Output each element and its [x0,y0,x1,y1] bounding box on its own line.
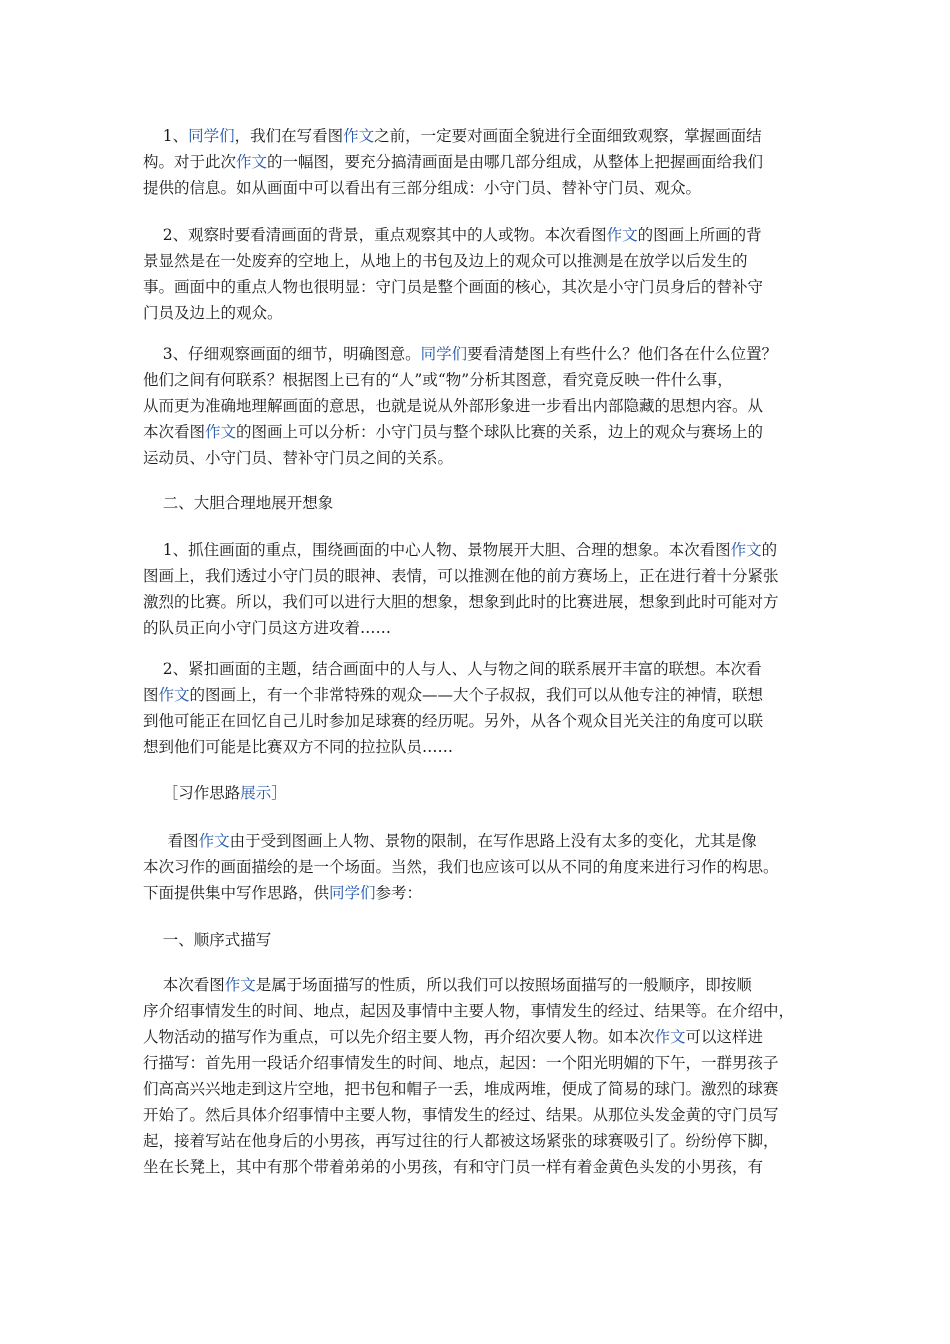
text-run: 序介绍事情发生的时间、地点，起因及事情中主要人物，事情发生的经过、结果等。在介绍中， [143,1002,795,1020]
keyword-link[interactable]: 作文 [343,127,375,145]
keyword-link[interactable]: 作文 [606,226,638,244]
text-run: 的图画上可以分析：小守门员与整个球队比赛的关系，边上的观众与赛场上的 [236,423,764,441]
text-run: 2、紧扣画面的主题，结合画面中的人与人、人与物之间的联系展开丰富的联想。本次看 [143,660,762,678]
text-line [143,734,811,760]
text-run: 要看清楚图上有些什么？他们各在什么位置？ [467,345,778,363]
text-line [143,880,811,906]
text-line [143,419,811,445]
text-run: 的队员正向小守门员这方进攻着…… [143,619,392,637]
text-run: 的图画上所画的背 [637,226,762,244]
section-heading [143,780,811,806]
text-run: 看图 [143,832,199,850]
keyword-link[interactable]: 作文 [205,423,237,441]
text-run: 行描写：首先用一段话介绍事情发生的时间、地点，起因：一个阳光明媚的下午，一群男孩子 [143,1054,779,1072]
text-run: 本次习作的画面描绘的是一个场面。当然，我们也应该可以从不同的角度来进行习作的构思。 [143,858,779,876]
text-run: 参考： [375,884,423,902]
keyword-link[interactable]: 作文 [236,153,268,171]
keyword-link[interactable]: 作文 [158,686,190,704]
text-line [143,445,811,471]
text-run: 是属于场面描写的性质，所以我们可以按照场面描写的一般顺序，即按顺 [255,976,752,994]
paragraph [143,123,811,201]
text-run: 想到他们可能是比赛双方不同的拉拉队员…… [143,738,454,756]
text-line [143,123,811,149]
text-run: 二、大胆合理地展开想象 [143,494,334,512]
text-line [143,300,811,326]
text-line [143,341,811,367]
text-run: 事。画面中的重点人物也很明显：守门员是整个画面的核心，其次是小守门员身后的替补守 [143,278,764,296]
keyword-link[interactable]: 展示 [240,784,272,802]
text-line [143,708,811,734]
text-line [143,927,811,953]
text-line [143,490,811,516]
paragraph [143,972,811,1180]
text-run: 起，接着写站在他身后的小男孩，再写过往的行人都被这场紧张的球赛吸引了。纷纷停下脚， [143,1132,779,1150]
text-line [143,1102,811,1128]
text-run: 们高高兴兴地走到这片空地，把书包和帽子一丢，堆成两堆，便成了简易的球门。激烈的球赛 [143,1080,779,1098]
text-run: 门员及边上的观众。 [143,304,283,322]
text-run: 可以这样进 [685,1028,764,1046]
keyword-link[interactable]: 同学们 [329,884,376,902]
text-run: 运动员、小守门员、替补守门员之间的关系。 [143,449,454,467]
text-line [143,1128,811,1154]
text-line [143,393,811,419]
text-run: 的一幅图，要充分搞清画面是由哪几部分组成，从整体上把握画面给我们 [267,153,764,171]
text-run: ，我们在写看图 [234,127,344,145]
text-run: 下面提供集中写作思路，供 [143,884,330,902]
paragraph [143,656,811,760]
section-heading [143,490,811,516]
text-run: 本次看图 [143,423,206,441]
text-run: 本次看图 [143,976,225,994]
text-run: 他们之间有何联系？根据图上已有的“人”或“物”分析其图意，看究竟反映一件什么事， [143,371,733,389]
text-line [143,367,811,393]
paragraph [143,537,811,641]
text-run: ［习作思路 [143,784,241,802]
text-run: 的图画上，有一个非常特殊的观众——大个子叔叔，我们可以从他专注的神情，联想 [189,686,764,704]
text-line [143,656,811,682]
text-line [143,972,811,998]
text-run: 1、抓住画面的重点，围绕画面的中心人物、景物展开大胆、合理的想象。本次看图 [143,541,731,559]
text-run: 坐在长凳上，其中有那个带着弟弟的小男孩，有和守门员一样有着金黄色头发的小男孩，有 [143,1158,764,1176]
text-run: 一、顺序式描写 [143,931,272,949]
text-line [143,222,811,248]
text-run: 的 [761,541,778,559]
text-run: 由于受到图画上人物、景物的限制，在写作思路上没有太多的变化，尤其是像 [229,832,757,850]
text-line [143,1154,811,1180]
paragraph [143,222,811,326]
text-run: 构。对于此次 [143,153,237,171]
keyword-link[interactable]: 同学们 [420,345,468,363]
text-run: 到他可能正在回忆自己儿时参加足球赛的经历呢。另外，从各个观众目光关注的角度可以联 [143,712,764,730]
text-line [143,1024,811,1050]
text-line [143,780,811,806]
text-line [143,563,811,589]
text-line [143,248,811,274]
text-run: 之前，一定要对画面全貌进行全面细致观察，掌握画面结 [374,127,762,145]
text-line [143,615,811,641]
text-run: 提供的信息。如从画面中可以看出有三部分组成：小守门员、替补守门员、观众。 [143,179,702,197]
text-line [143,175,811,201]
text-line [143,1050,811,1076]
text-run: 2、观察时要看清画面的背景，重点观察其中的人或物。本次看图 [143,226,607,244]
section-heading [143,927,811,953]
keyword-link[interactable]: 作文 [730,541,762,559]
text-run: 1、 [143,127,189,145]
keyword-link[interactable]: 作文 [654,1028,686,1046]
text-run: 3、仔细观察画面的细节，明确图意。 [143,345,421,363]
text-run: ］ [271,784,287,802]
text-run: 图 [143,686,159,704]
text-line [143,537,811,563]
text-run: 激烈的比赛。所以，我们可以进行大胆的想象，想象到此时的比赛进展，想象到此时可能对方 [143,593,779,611]
text-line [143,682,811,708]
text-run: 从而更为准确地理解画面的意思，也就是说从外部形象进一步看出内部隐藏的思想内容。从 [143,397,764,415]
text-line [143,828,811,854]
keyword-link[interactable]: 作文 [224,976,256,994]
keyword-link[interactable]: 作文 [198,832,230,850]
text-line [143,998,811,1024]
text-run: 人物活动的描写作为重点，可以先介绍主要人物，再介绍次要人物。如本次 [143,1028,655,1046]
paragraph [143,341,811,471]
keyword-link[interactable]: 同学们 [188,127,235,145]
text-run: 开始了。然后具体介绍事情中主要人物，事情发生的经过、结果。从那位头发金黄的守门员写 [143,1106,779,1124]
text-line [143,854,811,880]
text-run: 图画上，我们透过小守门员的眼神、表情，可以推测在他的前方赛场上，正在进行着十分紧张 [143,567,779,585]
paragraph [143,828,811,906]
text-run: 景显然是在一处废弃的空地上，从地上的书包及边上的观众可以推测是在放学以后发生的 [143,252,748,270]
text-line [143,1076,811,1102]
text-line [143,274,811,300]
text-line [143,149,811,175]
text-line [143,589,811,615]
